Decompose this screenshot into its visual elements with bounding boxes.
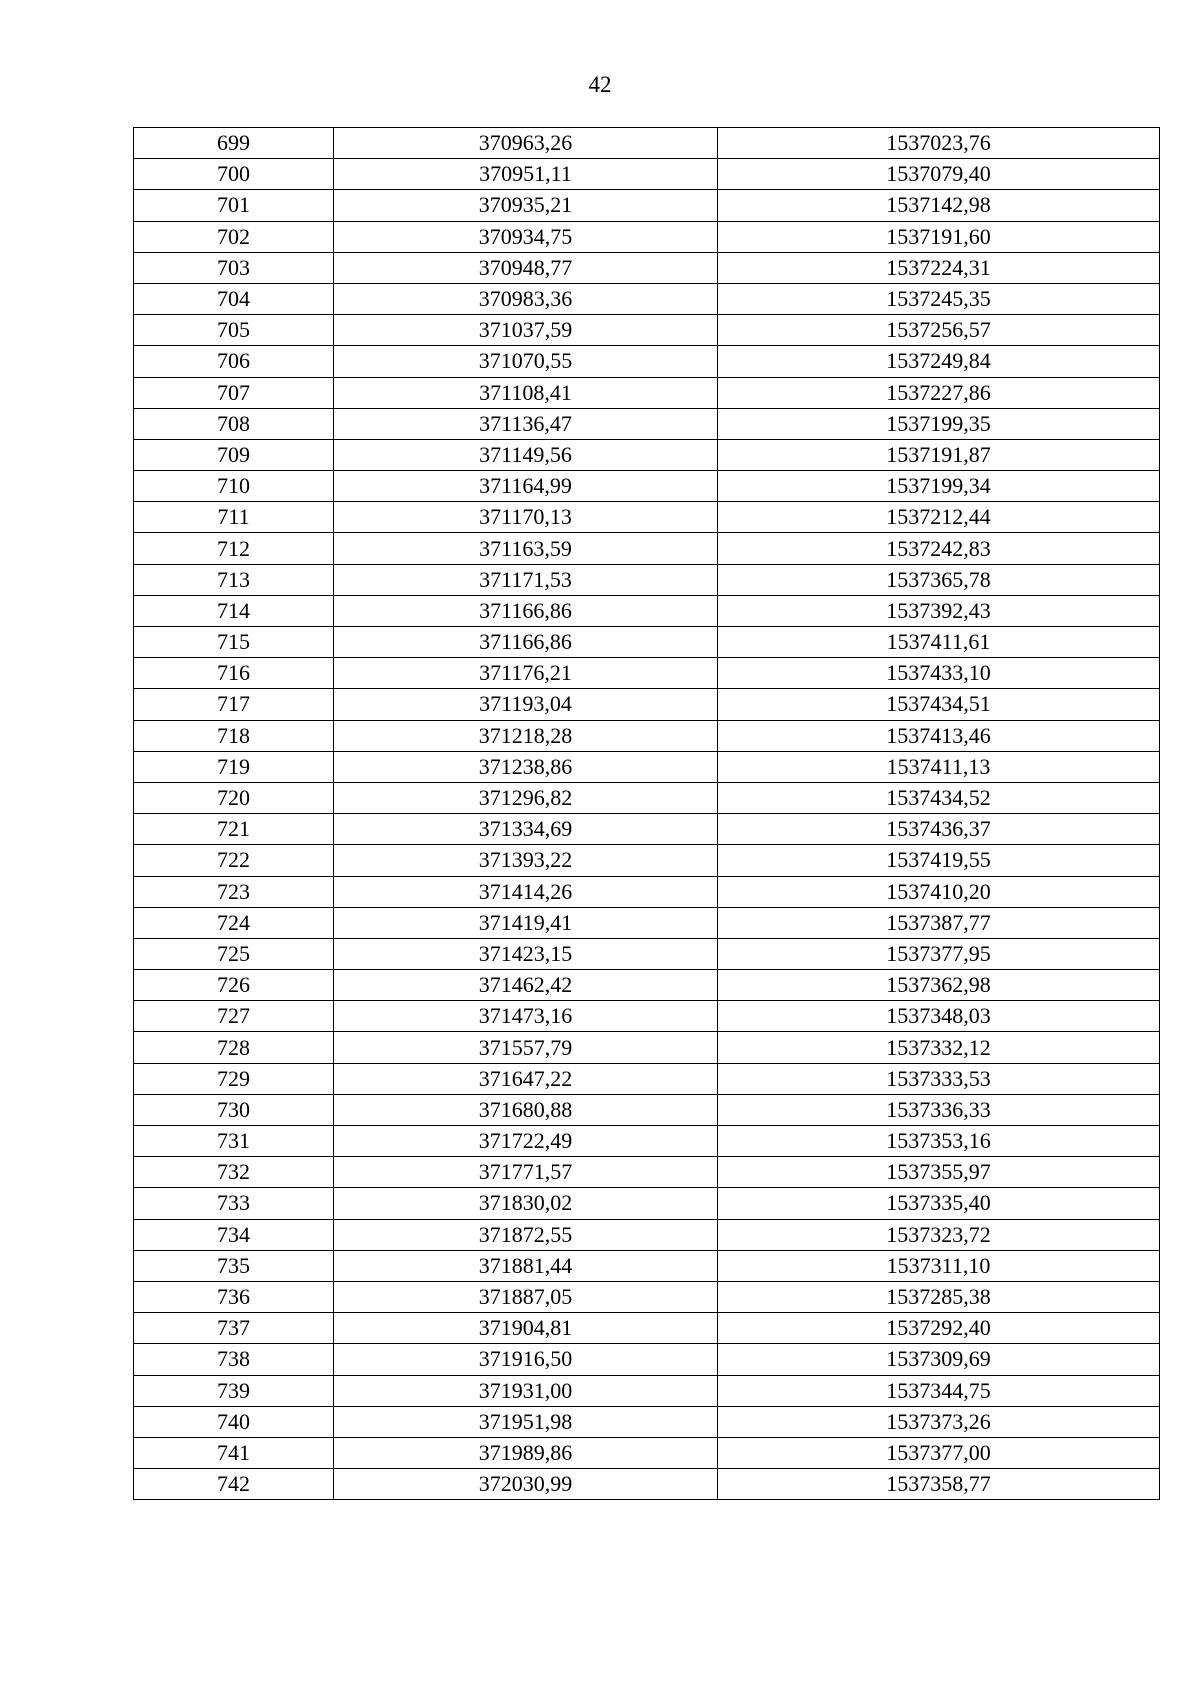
table-row (134, 1032, 1160, 1063)
y-coordinate-cell: 1537410,20 (718, 876, 1160, 907)
y-coordinate-cell: 1537434,51 (718, 689, 1160, 720)
coordinates-table-body (134, 128, 1160, 1500)
point-number-cell: 719 (134, 751, 334, 782)
x-coordinate-cell: 371419,41 (334, 907, 718, 938)
point-number-cell: 709 (134, 439, 334, 470)
point-number-cell: 733 (134, 1188, 334, 1219)
y-coordinate-cell: 1537199,34 (718, 471, 1160, 502)
y-coordinate-cell: 1537142,98 (718, 190, 1160, 221)
x-coordinate-cell: 371136,47 (334, 408, 718, 439)
y-coordinate-cell: 1537311,10 (718, 1250, 1160, 1281)
table-row (134, 439, 1160, 470)
table-row (134, 1188, 1160, 1219)
y-coordinate-cell: 1537348,03 (718, 1001, 1160, 1032)
point-number-cell: 718 (134, 720, 334, 751)
y-coordinate-cell: 1537227,86 (718, 377, 1160, 408)
x-coordinate-cell: 371722,49 (334, 1126, 718, 1157)
point-number-cell: 713 (134, 564, 334, 595)
table-row (134, 1250, 1160, 1281)
table-row (134, 502, 1160, 533)
point-number-cell: 721 (134, 814, 334, 845)
x-coordinate-cell: 371887,05 (334, 1281, 718, 1312)
y-coordinate-cell: 1537362,98 (718, 970, 1160, 1001)
table-row (134, 782, 1160, 813)
y-coordinate-cell: 1537436,37 (718, 814, 1160, 845)
x-coordinate-cell: 370983,36 (334, 283, 718, 314)
table-row (134, 1219, 1160, 1250)
table-row (134, 1375, 1160, 1406)
x-coordinate-cell: 371163,59 (334, 533, 718, 564)
y-coordinate-cell: 1537079,40 (718, 159, 1160, 190)
point-number-cell: 736 (134, 1281, 334, 1312)
point-number-cell: 729 (134, 1063, 334, 1094)
page-number: 42 (588, 72, 612, 97)
y-coordinate-cell: 1537377,00 (718, 1437, 1160, 1468)
point-number-cell: 741 (134, 1437, 334, 1468)
table-row (134, 720, 1160, 751)
table-row (134, 471, 1160, 502)
y-coordinate-cell: 1537333,53 (718, 1063, 1160, 1094)
y-coordinate-cell: 1537332,12 (718, 1032, 1160, 1063)
table-row (134, 1469, 1160, 1500)
table-row (134, 845, 1160, 876)
table-row (134, 1313, 1160, 1344)
y-coordinate-cell: 1537335,40 (718, 1188, 1160, 1219)
table-row (134, 190, 1160, 221)
point-number-cell: 739 (134, 1375, 334, 1406)
y-coordinate-cell: 1537023,76 (718, 128, 1160, 159)
table-row (134, 564, 1160, 595)
y-coordinate-cell: 1537419,55 (718, 845, 1160, 876)
y-coordinate-cell: 1537191,60 (718, 221, 1160, 252)
point-number-cell: 704 (134, 283, 334, 314)
point-number-cell: 722 (134, 845, 334, 876)
table-row (134, 970, 1160, 1001)
x-coordinate-cell: 371414,26 (334, 876, 718, 907)
point-number-cell: 705 (134, 315, 334, 346)
point-number-cell: 714 (134, 595, 334, 626)
x-coordinate-cell: 371830,02 (334, 1188, 718, 1219)
table-row (134, 751, 1160, 782)
x-coordinate-cell: 371171,53 (334, 564, 718, 595)
x-coordinate-cell: 371218,28 (334, 720, 718, 751)
y-coordinate-cell: 1537249,84 (718, 346, 1160, 377)
x-coordinate-cell: 371423,15 (334, 938, 718, 969)
table-row (134, 689, 1160, 720)
x-coordinate-cell: 371989,86 (334, 1437, 718, 1468)
x-coordinate-cell: 371296,82 (334, 782, 718, 813)
table-row (134, 128, 1160, 159)
x-coordinate-cell: 371680,88 (334, 1094, 718, 1125)
point-number-cell: 727 (134, 1001, 334, 1032)
y-coordinate-cell: 1537336,33 (718, 1094, 1160, 1125)
y-coordinate-cell: 1537323,72 (718, 1219, 1160, 1250)
point-number-cell: 723 (134, 876, 334, 907)
table-row (134, 1344, 1160, 1375)
table-row (134, 658, 1160, 689)
point-number-cell: 734 (134, 1219, 334, 1250)
x-coordinate-cell: 371393,22 (334, 845, 718, 876)
table-row (134, 1094, 1160, 1125)
y-coordinate-cell: 1537292,40 (718, 1313, 1160, 1344)
point-number-cell: 703 (134, 252, 334, 283)
point-number-cell: 716 (134, 658, 334, 689)
point-number-cell: 715 (134, 627, 334, 658)
x-coordinate-cell: 371170,13 (334, 502, 718, 533)
table-row (134, 1126, 1160, 1157)
table-row (134, 221, 1160, 252)
x-coordinate-cell: 371872,55 (334, 1219, 718, 1250)
point-number-cell: 706 (134, 346, 334, 377)
y-coordinate-cell: 1537353,16 (718, 1126, 1160, 1157)
y-coordinate-cell: 1537355,97 (718, 1157, 1160, 1188)
x-coordinate-cell: 371557,79 (334, 1032, 718, 1063)
table-row (134, 252, 1160, 283)
point-number-cell: 708 (134, 408, 334, 439)
y-coordinate-cell: 1537199,35 (718, 408, 1160, 439)
y-coordinate-cell: 1537434,52 (718, 782, 1160, 813)
y-coordinate-cell: 1537256,57 (718, 315, 1160, 346)
y-coordinate-cell: 1537191,87 (718, 439, 1160, 470)
point-number-cell: 731 (134, 1126, 334, 1157)
y-coordinate-cell: 1537224,31 (718, 252, 1160, 283)
x-coordinate-cell: 371904,81 (334, 1313, 718, 1344)
y-coordinate-cell: 1537309,69 (718, 1344, 1160, 1375)
y-coordinate-cell: 1537373,26 (718, 1406, 1160, 1437)
point-number-cell: 717 (134, 689, 334, 720)
x-coordinate-cell: 371931,00 (334, 1375, 718, 1406)
point-number-cell: 699 (134, 128, 334, 159)
x-coordinate-cell: 371473,16 (334, 1001, 718, 1032)
table-row (134, 1157, 1160, 1188)
point-number-cell: 730 (134, 1094, 334, 1125)
x-coordinate-cell: 370948,77 (334, 252, 718, 283)
x-coordinate-cell: 371166,86 (334, 595, 718, 626)
table-row (134, 938, 1160, 969)
y-coordinate-cell: 1537411,13 (718, 751, 1160, 782)
point-number-cell: 742 (134, 1469, 334, 1500)
table-row (134, 1063, 1160, 1094)
point-number-cell: 737 (134, 1313, 334, 1344)
point-number-cell: 725 (134, 938, 334, 969)
x-coordinate-cell: 371771,57 (334, 1157, 718, 1188)
y-coordinate-cell: 1537392,43 (718, 595, 1160, 626)
table-row (134, 533, 1160, 564)
x-coordinate-cell: 371037,59 (334, 315, 718, 346)
y-coordinate-cell: 1537411,61 (718, 627, 1160, 658)
x-coordinate-cell: 370934,75 (334, 221, 718, 252)
y-coordinate-cell: 1537433,10 (718, 658, 1160, 689)
table-row (134, 315, 1160, 346)
point-number-cell: 732 (134, 1157, 334, 1188)
x-coordinate-cell: 371164,99 (334, 471, 718, 502)
x-coordinate-cell: 371238,86 (334, 751, 718, 782)
y-coordinate-cell: 1537285,38 (718, 1281, 1160, 1312)
point-number-cell: 701 (134, 190, 334, 221)
table-row (134, 377, 1160, 408)
x-coordinate-cell: 370963,26 (334, 128, 718, 159)
y-coordinate-cell: 1537365,78 (718, 564, 1160, 595)
point-number-cell: 738 (134, 1344, 334, 1375)
table-row (134, 907, 1160, 938)
point-number-cell: 700 (134, 159, 334, 190)
coordinates-table (133, 127, 1160, 1500)
y-coordinate-cell: 1537344,75 (718, 1375, 1160, 1406)
table-row (134, 159, 1160, 190)
y-coordinate-cell: 1537242,83 (718, 533, 1160, 564)
table-row (134, 1001, 1160, 1032)
table-row (134, 627, 1160, 658)
table-row (134, 283, 1160, 314)
point-number-cell: 740 (134, 1406, 334, 1437)
point-number-cell: 711 (134, 502, 334, 533)
x-coordinate-cell: 371149,56 (334, 439, 718, 470)
x-coordinate-cell: 372030,99 (334, 1469, 718, 1500)
x-coordinate-cell: 371916,50 (334, 1344, 718, 1375)
point-number-cell: 724 (134, 907, 334, 938)
point-number-cell: 707 (134, 377, 334, 408)
point-number-cell: 712 (134, 533, 334, 564)
table-row (134, 408, 1160, 439)
y-coordinate-cell: 1537245,35 (718, 283, 1160, 314)
table-row (134, 814, 1160, 845)
table-row (134, 1437, 1160, 1468)
y-coordinate-cell: 1537413,46 (718, 720, 1160, 751)
y-coordinate-cell: 1537358,77 (718, 1469, 1160, 1500)
table-row (134, 876, 1160, 907)
table-row (134, 346, 1160, 377)
point-number-cell: 728 (134, 1032, 334, 1063)
x-coordinate-cell: 370935,21 (334, 190, 718, 221)
x-coordinate-cell: 370951,11 (334, 159, 718, 190)
x-coordinate-cell: 371334,69 (334, 814, 718, 845)
x-coordinate-cell: 371166,86 (334, 627, 718, 658)
y-coordinate-cell: 1537387,77 (718, 907, 1160, 938)
y-coordinate-cell: 1537377,95 (718, 938, 1160, 969)
x-coordinate-cell: 371881,44 (334, 1250, 718, 1281)
point-number-cell: 735 (134, 1250, 334, 1281)
point-number-cell: 726 (134, 970, 334, 1001)
x-coordinate-cell: 371108,41 (334, 377, 718, 408)
x-coordinate-cell: 371176,21 (334, 658, 718, 689)
x-coordinate-cell: 371951,98 (334, 1406, 718, 1437)
x-coordinate-cell: 371647,22 (334, 1063, 718, 1094)
y-coordinate-cell: 1537212,44 (718, 502, 1160, 533)
point-number-cell: 710 (134, 471, 334, 502)
table-row (134, 595, 1160, 626)
table-row (134, 1281, 1160, 1312)
point-number-cell: 702 (134, 221, 334, 252)
table-row (134, 1406, 1160, 1437)
x-coordinate-cell: 371193,04 (334, 689, 718, 720)
x-coordinate-cell: 371462,42 (334, 970, 718, 1001)
x-coordinate-cell: 371070,55 (334, 346, 718, 377)
point-number-cell: 720 (134, 782, 334, 813)
